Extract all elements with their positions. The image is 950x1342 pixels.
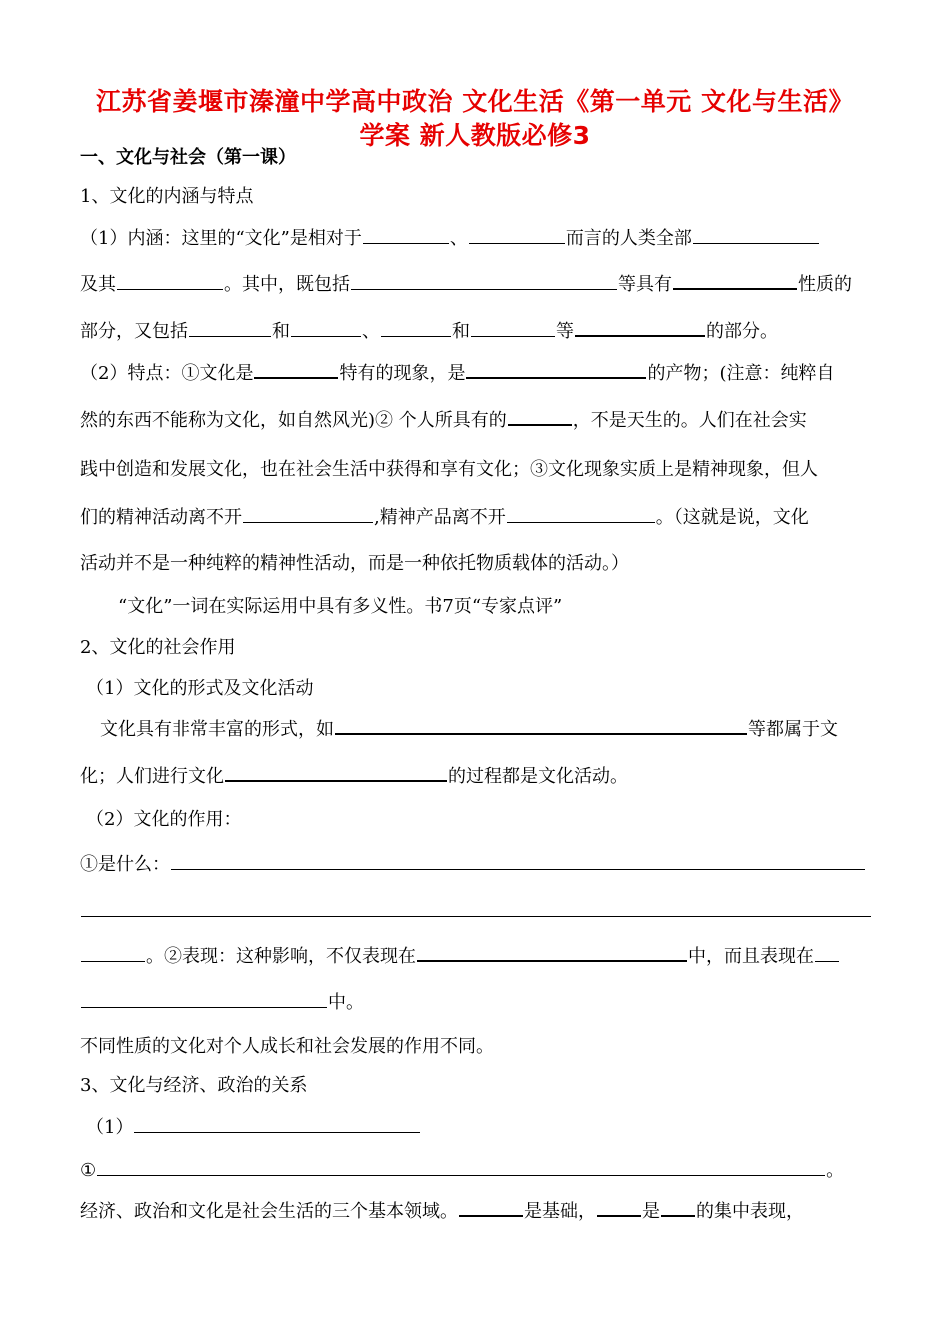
q3-paragraph-line [80, 1159, 844, 1183]
text-span: 然的东西不能称为文化，如自然风光)② 个人所具有的 [80, 410, 507, 431]
q2-paragraph-line [80, 991, 364, 1015]
q3-paragraph-line [86, 1116, 421, 1140]
text-span: ①是什么： [80, 854, 170, 875]
fill-blank[interactable] [508, 423, 572, 426]
text-span: 、 [362, 321, 380, 342]
text-span: 的部分。 [706, 321, 778, 342]
fill-blank[interactable] [81, 915, 871, 917]
fill-blank[interactable] [507, 521, 655, 523]
text-span: ,精神产品离不开 [374, 507, 506, 528]
text-span: 等都属于文 [748, 719, 838, 740]
text-span: 。 [826, 1160, 845, 1181]
fill-blank[interactable] [171, 868, 865, 870]
q1-paragraph-line [80, 227, 820, 251]
fill-blank[interactable] [363, 242, 449, 244]
text-span: 。②表现：这种影响，不仅表现在 [146, 946, 416, 967]
fill-blank[interactable] [459, 1214, 523, 1217]
q2-paragraph-line [80, 945, 840, 969]
fill-blank[interactable] [661, 1214, 695, 1217]
q1-paragraph-line: 活动并不是一种纯粹的精神性活动，而是一种依托物质载体的活动。） [80, 553, 629, 574]
q2-sub1: （1）文化的形式及文化活动 [86, 678, 314, 699]
fill-blank[interactable] [97, 1174, 825, 1176]
fill-blank[interactable] [254, 376, 338, 379]
fill-blank[interactable] [469, 242, 565, 244]
fill-blank[interactable] [335, 732, 747, 735]
text-span: 。（这就是说，文化 [655, 507, 809, 528]
fill-blank[interactable] [291, 335, 361, 337]
q1-paragraph-line [80, 320, 778, 344]
fill-blank[interactable] [225, 779, 447, 782]
text-span: 的集中表现， [696, 1201, 804, 1222]
text-span: 的产物；(注意：纯粹自 [647, 363, 835, 384]
q2-paragraph-line [100, 718, 838, 742]
text-span: 化；人们进行文化 [80, 766, 224, 787]
text-span: 等 [556, 321, 574, 342]
text-span: （1）内涵：这里的“文化”是相对于 [80, 228, 362, 249]
q1-paragraph-line [80, 362, 834, 386]
fill-blank[interactable] [693, 242, 819, 244]
fill-blank[interactable] [466, 376, 646, 379]
fill-blank[interactable] [597, 1214, 641, 1217]
q2-paragraph-line [80, 900, 872, 924]
section-heading: 一、文化与社会（第一课） [80, 147, 296, 168]
note-line: “文化”一词在实际运用中具有多义性。书7页“专家点评” [118, 596, 563, 617]
text-span: 和 [452, 321, 470, 342]
text-span: 是基础， [524, 1201, 596, 1222]
text-span: 是 [642, 1201, 660, 1222]
q2-paragraph-line [80, 853, 866, 877]
text-span: 部分，又包括 [80, 321, 188, 342]
text-span: 经济、政治和文化是社会生活的三个基本领域。 [80, 1201, 458, 1222]
q2-heading: 2、文化的社会作用 [80, 637, 236, 658]
text-span: ，不是天生的。人们在社会实 [572, 410, 807, 431]
text-span: 中，而且表现在 [688, 946, 814, 967]
fill-blank[interactable] [417, 959, 687, 962]
fill-blank[interactable] [815, 960, 839, 962]
text-span: 们的精神活动离不开 [80, 507, 242, 528]
text-span: 、 [449, 228, 468, 249]
q2-paragraph-line: 不同性质的文化对个人成长和社会发展的作用不同。 [80, 1036, 494, 1057]
fill-blank[interactable] [81, 960, 145, 962]
text-span: 和 [272, 321, 290, 342]
q1-paragraph-line [80, 506, 809, 530]
text-span: 及其 [80, 274, 116, 295]
text-span: 文化具有非常丰富的形式，如 [100, 719, 334, 740]
document-title-line1: 江苏省姜堰市溱潼中学高中政治 文化生活《第一单元 文化与生活》 [96, 87, 854, 116]
text-span: 的过程都是文化活动。 [448, 766, 628, 787]
text-span: 等具有 [618, 274, 672, 295]
text-span: 性质的 [798, 274, 852, 295]
fill-blank[interactable] [471, 335, 555, 337]
fill-blank[interactable] [189, 335, 271, 337]
text-span: 中。 [328, 992, 364, 1013]
fill-blank[interactable] [243, 521, 373, 523]
q1-paragraph-line [80, 409, 807, 433]
fill-blank[interactable] [351, 288, 617, 290]
text-span: ① [80, 1160, 97, 1181]
text-span: 而言的人类全部 [565, 228, 692, 249]
text-span: 特有的现象，是 [339, 363, 466, 384]
fill-blank[interactable] [381, 335, 451, 337]
text-span: （2）特点：①文化是 [80, 363, 254, 384]
q1-paragraph-line: 践中创造和发展文化，也在社会生活中获得和享有文化；③文化现象实质上是精神现象，但人 [80, 459, 818, 480]
q1-heading: 1、文化的内涵与特点 [80, 186, 254, 207]
fill-blank[interactable] [673, 287, 797, 290]
q2-sub2: （2）文化的作用： [86, 809, 242, 830]
fill-blank[interactable] [134, 1131, 420, 1133]
fill-blank[interactable] [117, 288, 223, 290]
text-span: （1） [86, 1117, 134, 1138]
q3-paragraph-line [80, 1200, 804, 1224]
q2-paragraph-line [80, 765, 628, 789]
q1-paragraph-line [80, 273, 852, 297]
fill-blank[interactable] [575, 334, 705, 337]
text-span: 。其中，既包括 [224, 274, 350, 295]
q3-heading: 3、文化与经济、政治的关系 [80, 1075, 308, 1096]
document-title-line2: 学案 新人教版必修3 [359, 121, 591, 150]
fill-blank[interactable] [81, 1006, 327, 1008]
